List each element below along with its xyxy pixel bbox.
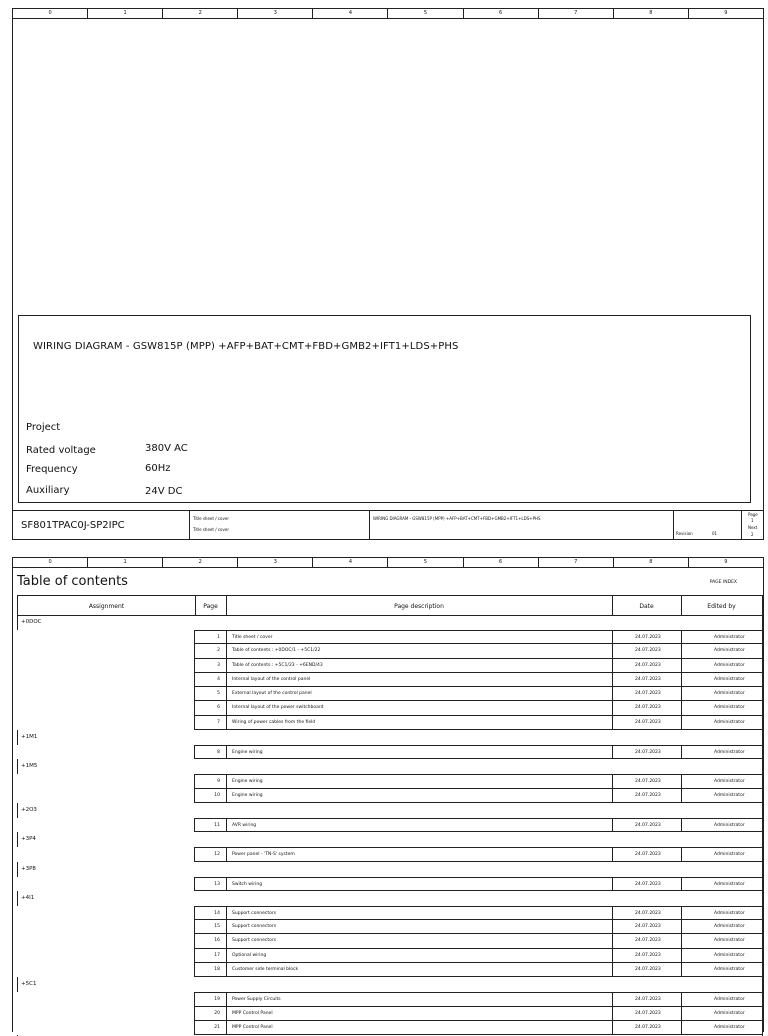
ruler-cell: 3 bbox=[237, 558, 312, 567]
entry-page: 6 bbox=[217, 705, 220, 711]
entry-page: 8 bbox=[217, 750, 220, 756]
ruler-cell: 2 bbox=[162, 9, 237, 18]
entry-description: Internal layout of the control panel bbox=[232, 676, 311, 682]
entry-date: 24.07.2023 bbox=[635, 1024, 661, 1030]
entry-description: Power panel - 'TN-S' system bbox=[232, 852, 295, 858]
toc-entry-row[interactable] bbox=[194, 992, 763, 1006]
entry-date: 24.07.2023 bbox=[635, 938, 661, 944]
page-index-label: PAGE INDEX bbox=[709, 580, 737, 585]
title-block-diagram: WIRING DIAGRAM - GSW815P (MPP) +AFP+BAT+CMT+FBD+GMB2+IFT1+LDS+PHS bbox=[373, 516, 541, 521]
entry-description: MPP Control Panel bbox=[232, 1024, 273, 1030]
toc-entry-row[interactable] bbox=[194, 1007, 763, 1021]
entry-editor: Administrator bbox=[714, 1024, 745, 1030]
ruler-cell: 9 bbox=[688, 558, 763, 567]
entry-date: 24.07.2023 bbox=[635, 691, 661, 697]
toc-sheet bbox=[12, 557, 764, 1032]
entry-editor: Administrator bbox=[714, 952, 745, 958]
ruler-cell: 8 bbox=[613, 9, 688, 18]
entry-editor: Administrator bbox=[714, 924, 745, 930]
entry-page: 17 bbox=[214, 952, 220, 958]
toc-entry-row[interactable] bbox=[194, 687, 763, 701]
ruler-cell: 4 bbox=[312, 9, 387, 18]
ruler-cell: 1 bbox=[87, 9, 162, 18]
entry-description: Customer side terminal block bbox=[232, 967, 299, 973]
entry-description: Wiring of power cables from the field bbox=[232, 719, 316, 725]
next-value: 2 bbox=[751, 532, 754, 537]
toc-title: Table of contents bbox=[17, 574, 128, 589]
entry-date: 24.07.2023 bbox=[635, 635, 661, 640]
column-ruler bbox=[13, 9, 763, 19]
entry-editor: Administrator bbox=[714, 792, 745, 798]
entry-page: 5 bbox=[217, 691, 220, 697]
header-description: Page description bbox=[394, 603, 444, 610]
ruler-cell: 8 bbox=[613, 558, 688, 567]
toc-group-row: +5C1 bbox=[17, 978, 763, 992]
cover-sheet bbox=[12, 8, 764, 540]
entry-page: 20 bbox=[214, 1010, 220, 1016]
entry-date: 24.07.2023 bbox=[635, 852, 661, 858]
entry-editor: Administrator bbox=[714, 910, 745, 916]
entry-editor: Administrator bbox=[714, 779, 745, 785]
toc-entry-row[interactable] bbox=[194, 745, 763, 759]
entry-page: 7 bbox=[217, 719, 220, 725]
entry-description: Engine wiring bbox=[232, 792, 263, 798]
entry-page: 16 bbox=[214, 938, 220, 944]
toc-group-row: +1M5 bbox=[17, 760, 763, 774]
toc-entry-row[interactable] bbox=[194, 644, 763, 658]
entry-editor: Administrator bbox=[714, 705, 745, 711]
entry-page: 19 bbox=[214, 997, 220, 1003]
entry-date: 24.07.2023 bbox=[635, 779, 661, 785]
ruler-cell: 2 bbox=[162, 558, 237, 567]
entry-description: Power Supply Circuits bbox=[232, 997, 281, 1003]
entry-date: 24.07.2023 bbox=[635, 967, 661, 973]
entry-description: Support connectors bbox=[232, 910, 277, 916]
toc-table bbox=[17, 595, 763, 1036]
header-date: Date bbox=[639, 603, 654, 610]
frequency-value: 60Hz bbox=[145, 463, 171, 474]
entry-description: External layout of the control panel bbox=[232, 691, 312, 697]
entry-date: 24.07.2023 bbox=[635, 924, 661, 930]
entry-description: MPP Control Panel bbox=[232, 1010, 273, 1016]
entry-page: 4 bbox=[217, 676, 220, 682]
toc-entry-row[interactable] bbox=[194, 934, 763, 948]
header-assignment: Assignment bbox=[88, 603, 125, 610]
ruler-cell: 7 bbox=[538, 9, 613, 18]
toc-entry-row[interactable] bbox=[194, 920, 763, 934]
frequency-label: Frequency bbox=[26, 464, 78, 475]
ruler-cell: 0 bbox=[48, 10, 52, 16]
entry-editor: Administrator bbox=[714, 719, 745, 725]
rated-voltage-value: 380V AC bbox=[145, 443, 188, 454]
toc-entry-row[interactable] bbox=[194, 789, 763, 803]
entry-editor: Administrator bbox=[714, 691, 745, 697]
entry-description: Table of contents : +5C1/23 - +6END/43 bbox=[232, 662, 323, 668]
entry-page: 1 bbox=[217, 635, 220, 640]
entry-date: 24.07.2023 bbox=[635, 750, 661, 756]
title-block-desc1: Title sheet / cover bbox=[193, 516, 229, 521]
revision-value: 01 bbox=[712, 531, 718, 536]
title-block-diagram-cell bbox=[369, 511, 673, 540]
ruler-cell: 0 bbox=[48, 559, 52, 565]
ruler-cell: 5 bbox=[387, 558, 462, 567]
entry-page: 3 bbox=[217, 662, 220, 668]
entry-page: 18 bbox=[214, 967, 220, 973]
ruler-cell: 4 bbox=[312, 558, 387, 567]
entry-date: 24.07.2023 bbox=[635, 792, 661, 798]
entry-editor: Administrator bbox=[714, 852, 745, 858]
entry-page: 10 bbox=[214, 792, 220, 798]
entry-date: 24.07.2023 bbox=[635, 662, 661, 668]
entry-date: 24.07.2023 bbox=[635, 952, 661, 958]
entry-editor: Administrator bbox=[714, 662, 745, 668]
toc-group-row: +0DOC bbox=[17, 616, 763, 630]
entry-date: 24.07.2023 bbox=[635, 910, 661, 916]
rated-voltage-label: Rated voltage bbox=[26, 445, 96, 456]
entry-editor: Administrator bbox=[714, 881, 745, 887]
entry-page: 21 bbox=[214, 1024, 220, 1030]
entry-description: Engine wiring bbox=[232, 750, 263, 756]
title-block-desc2: Title sheet / cover bbox=[193, 527, 229, 532]
entry-description: Table of contents : +0DOC/1 - +5C1/22 bbox=[232, 648, 321, 654]
entry-editor: Administrator bbox=[714, 635, 745, 640]
toc-group-row: +1M1 bbox=[17, 731, 763, 745]
entry-page: 15 bbox=[214, 924, 220, 930]
entry-editor: Administrator bbox=[714, 938, 745, 944]
toc-group-row: +3P8 bbox=[17, 863, 763, 877]
header-page: Page bbox=[203, 603, 218, 610]
ruler-cell: 7 bbox=[538, 558, 613, 567]
toc-entry-row[interactable] bbox=[194, 701, 763, 715]
toc-entry-row[interactable] bbox=[194, 963, 763, 977]
entry-editor: Administrator bbox=[714, 676, 745, 682]
header-edited-by: Edited by bbox=[707, 603, 736, 610]
next-label: Next bbox=[748, 525, 758, 530]
toc-entry-row[interactable] bbox=[194, 673, 763, 687]
toc-entry-row[interactable] bbox=[194, 659, 763, 673]
ruler-cell: 1 bbox=[87, 558, 162, 567]
entry-editor: Administrator bbox=[714, 1010, 745, 1016]
entry-editor: Administrator bbox=[714, 822, 745, 828]
toc-header-row bbox=[17, 595, 763, 616]
entry-editor: Administrator bbox=[714, 967, 745, 973]
auxiliary-value: 24V DC bbox=[145, 486, 183, 497]
entry-description: Title sheet / cover bbox=[232, 635, 273, 640]
cover-title: WIRING DIAGRAM - GSW815P (MPP) +AFP+BAT+CMT+FBD+GMB2+IFT1+LDS+PHS bbox=[33, 341, 459, 352]
toc-entry-row[interactable] bbox=[194, 716, 763, 730]
ruler-cell: 6 bbox=[463, 9, 538, 18]
entry-editor: Administrator bbox=[714, 648, 745, 654]
drawing-id: SF801TPAC0J-SP2IPC bbox=[21, 520, 125, 531]
entry-date: 24.07.2023 bbox=[635, 719, 661, 725]
project-label: Project bbox=[26, 422, 61, 433]
entry-editor: Administrator bbox=[714, 997, 745, 1003]
entry-description: Internal layout of the power switchboard bbox=[232, 705, 324, 711]
toc-entry-row[interactable] bbox=[194, 906, 763, 920]
toc-entry-row[interactable] bbox=[194, 847, 763, 861]
entry-page: 11 bbox=[214, 822, 220, 828]
title-block bbox=[13, 510, 763, 540]
ruler-cell: 9 bbox=[688, 9, 763, 18]
entry-page: 2 bbox=[217, 648, 220, 654]
entry-page: 14 bbox=[214, 910, 220, 916]
revision-label: Revision bbox=[676, 531, 693, 536]
toc-group-row: +2O3 bbox=[17, 804, 763, 818]
entry-description: Engine wiring bbox=[232, 779, 263, 785]
page-value: 1 bbox=[751, 518, 754, 523]
title-block-page-cell bbox=[741, 511, 763, 540]
toc-group-row: +4I1 bbox=[17, 892, 763, 906]
toc-entry-row[interactable] bbox=[194, 877, 763, 891]
auxiliary-label: Auxiliary bbox=[26, 485, 70, 496]
entry-date: 24.07.2023 bbox=[635, 822, 661, 828]
entry-page: 9 bbox=[217, 779, 220, 785]
toc-entry-row[interactable] bbox=[194, 1021, 763, 1035]
cover-info-box bbox=[18, 315, 751, 503]
toc-entry-row[interactable] bbox=[194, 774, 763, 788]
title-block-revision-cell bbox=[673, 511, 741, 540]
ruler-cell: 6 bbox=[463, 558, 538, 567]
entry-date: 24.07.2023 bbox=[635, 1010, 661, 1016]
toc-group-row: +3P4 bbox=[17, 833, 763, 847]
entry-description: Optional wiring bbox=[232, 952, 267, 958]
ruler-cell: 3 bbox=[237, 9, 312, 18]
entry-date: 24.07.2023 bbox=[635, 648, 661, 654]
entry-description: Switch wiring bbox=[232, 881, 263, 887]
toc-body bbox=[17, 616, 763, 1036]
entry-date: 24.07.2023 bbox=[635, 881, 661, 887]
toc-entry-row[interactable] bbox=[194, 818, 763, 832]
title-block-desc-cell bbox=[189, 511, 369, 540]
page-label: Page bbox=[748, 512, 758, 517]
entry-editor: Administrator bbox=[714, 750, 745, 756]
ruler-cell: 5 bbox=[387, 9, 462, 18]
entry-date: 24.07.2023 bbox=[635, 705, 661, 711]
entry-date: 24.07.2023 bbox=[635, 997, 661, 1003]
toc-entry-row[interactable] bbox=[194, 630, 763, 644]
entry-date: 24.07.2023 bbox=[635, 676, 661, 682]
entry-description: Support connectors bbox=[232, 938, 277, 944]
toc-entry-row[interactable] bbox=[194, 949, 763, 963]
entry-page: 13 bbox=[214, 881, 220, 887]
entry-page: 12 bbox=[214, 852, 220, 858]
entry-description: AVR wiring bbox=[232, 822, 257, 828]
entry-description: Support connectors bbox=[232, 924, 277, 930]
column-ruler bbox=[13, 558, 763, 568]
